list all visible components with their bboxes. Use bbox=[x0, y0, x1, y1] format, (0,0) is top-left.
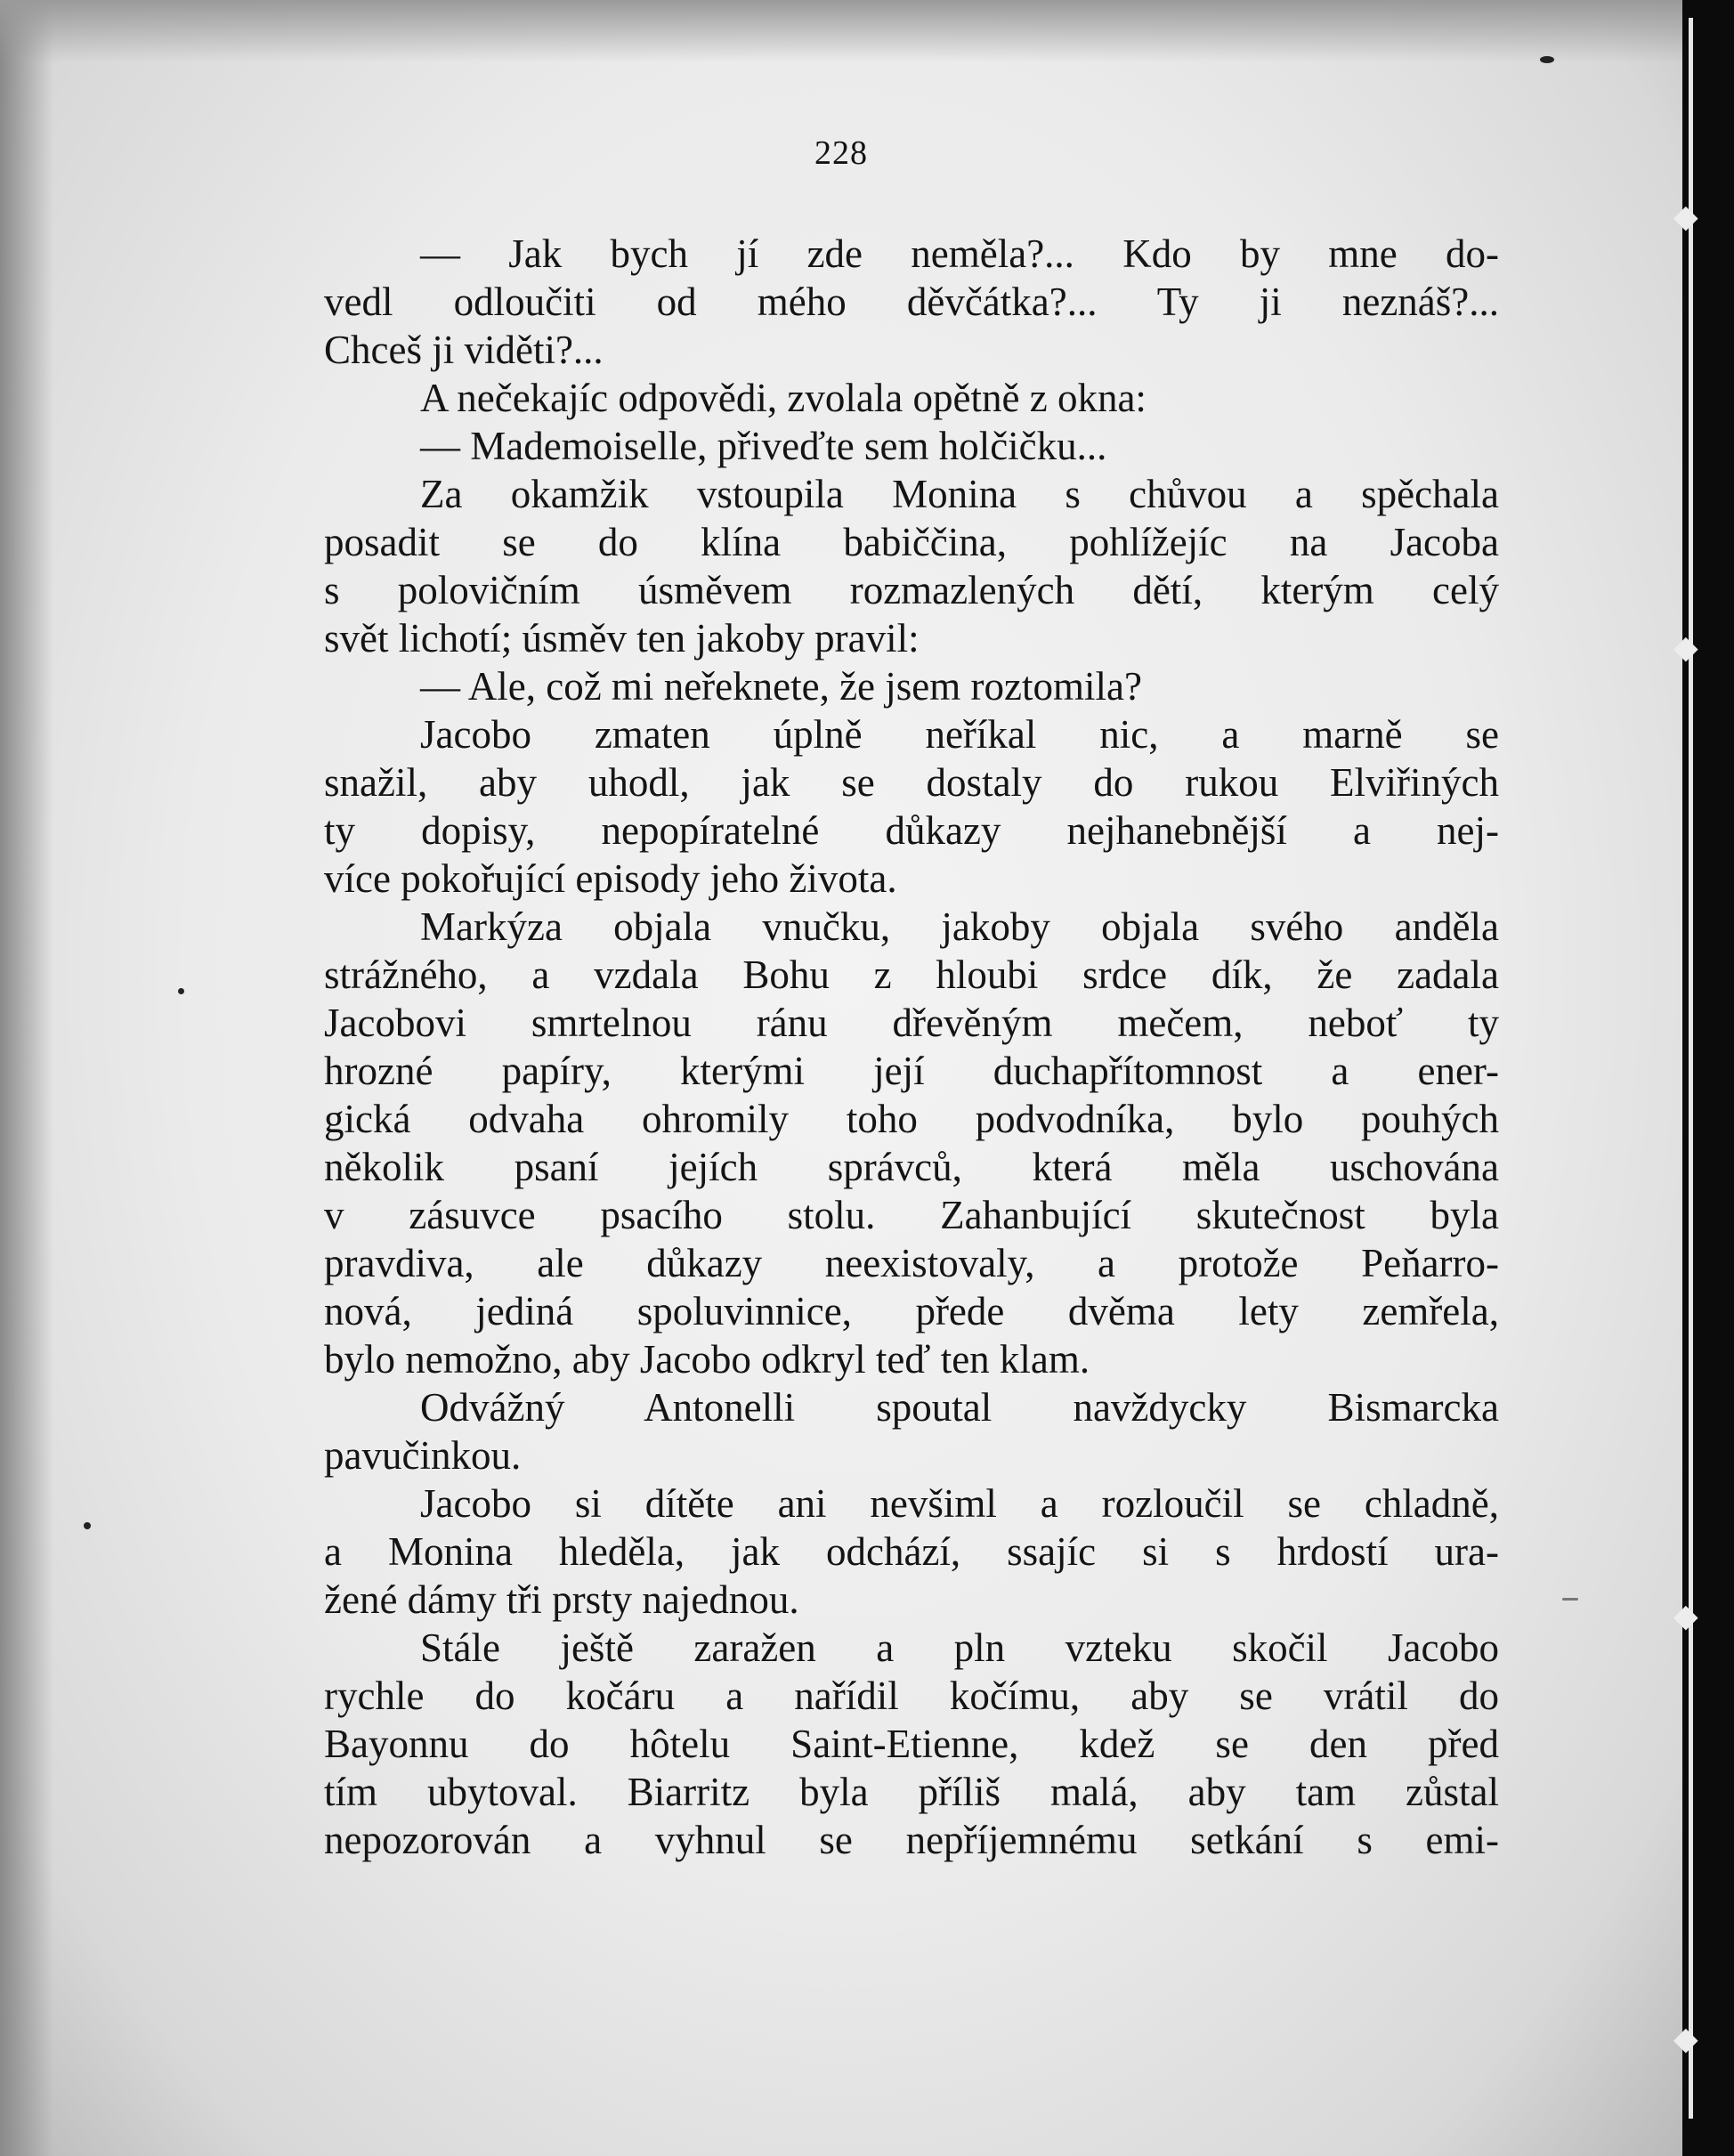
page-shadow-top bbox=[0, 0, 1682, 62]
text-line: posadit se do klína babiččina, pohlížejíc na Jacoba bbox=[324, 520, 1499, 564]
text-line: v zásuvce psacího stolu. Zahanbující skutečnost byla bbox=[324, 1193, 1499, 1237]
text-line: — Ale, což mi neřeknete, že jsem roztomila? bbox=[420, 664, 1142, 709]
dust-speck bbox=[178, 988, 184, 994]
text-line: ty dopisy, nepopíratelné důkazy nejhanebnější a nej- bbox=[324, 808, 1499, 853]
binding-rule bbox=[1689, 18, 1693, 2119]
text-line: Chceš ji viděti?... bbox=[324, 328, 604, 372]
text-line: strážného, a vzdala Bohu z hloubi srdce dík, že zadala bbox=[324, 952, 1499, 997]
dust-speck bbox=[84, 1522, 91, 1529]
dust-speck bbox=[1540, 56, 1554, 63]
text-line: Odvážný Antonelli spoutal navždycky Bismarcka bbox=[420, 1385, 1499, 1430]
text-line: více pokořující episody jeho života. bbox=[324, 856, 897, 901]
text-line: pavučinkou. bbox=[324, 1433, 522, 1478]
page-number: 228 bbox=[814, 134, 868, 172]
text-line: A nečekajíc odpovědi, zvolala opětně z okna: bbox=[420, 376, 1147, 420]
text-line: tím ubytoval. Biarritz byla příliš malá, aby tam zůstal bbox=[324, 1770, 1499, 1814]
text-line: — Jak bych jí zde neměla?... Kdo by mne do- bbox=[420, 231, 1499, 276]
text-line: s polovičním úsměvem rozmazlených dětí, kterým celý bbox=[324, 568, 1499, 612]
text-line: snažil, aby uhodl, jak se dostaly do rukou Elviřiných bbox=[324, 760, 1499, 805]
text-line: Bayonnu do hôtelu Saint-Etienne, kdež se den před bbox=[324, 1722, 1499, 1766]
arrow-marker-icon: ◆ bbox=[1673, 199, 1698, 234]
arrow-marker-icon: ◆ bbox=[1673, 2021, 1698, 2056]
text-line: Stále ještě zaražen a pln vzteku skočil Jacobo bbox=[420, 1625, 1499, 1670]
text-line: svět lichotí; úsměv ten jakoby pravil: bbox=[324, 616, 920, 661]
text-line: bylo nemožno, aby Jacobo odkryl teď ten klam. bbox=[324, 1337, 1090, 1382]
text-line: hrozné papíry, kterými její duchapřítomnost a ener- bbox=[324, 1049, 1499, 1093]
text-line: Jacobo si dítěte ani nevšiml a rozloučil se chladně, bbox=[420, 1481, 1499, 1526]
dust-speck bbox=[1562, 1598, 1578, 1601]
text-line: Markýza objala vnučku, jakoby objala svého anděla bbox=[420, 904, 1499, 949]
text-line: Jacobo zmaten úplně neříkal nic, a marně se bbox=[420, 712, 1499, 757]
text-line: — Mademoiselle, přiveďte sem holčičku... bbox=[420, 424, 1107, 468]
body-text bbox=[324, 230, 1499, 1864]
text-line: Jacobovi smrtelnou ránu dřevěným mečem, neboť ty bbox=[324, 1001, 1499, 1045]
text-line: nepozorován a vyhnul se nepříjemnému setkání s emi- bbox=[324, 1818, 1499, 1862]
text-line: a Monina hleděla, jak odchází, ssajíc si s hrdostí ura- bbox=[324, 1529, 1499, 1574]
text-line: gická odvaha ohromily toho podvodníka, bylo pouhých bbox=[324, 1097, 1499, 1141]
text-line: žené dámy tři prsty najednou. bbox=[324, 1577, 799, 1622]
arrow-marker-icon: ◆ bbox=[1673, 1598, 1698, 1633]
text-line: vedl odloučiti od mého děvčátka?... Ty ji neznáš?... bbox=[324, 280, 1499, 324]
arrow-marker-icon: ◆ bbox=[1673, 629, 1698, 665]
text-line: Za okamžik vstoupila Monina s chůvou a spěchala bbox=[420, 472, 1499, 516]
text-line: nová, jediná spoluvinnice, přede dvěma lety zemřela, bbox=[324, 1289, 1499, 1333]
text-line: rychle do kočáru a nařídil kočímu, aby se vrátil do bbox=[324, 1674, 1499, 1718]
text-line: několik psaní jejích správců, která měla uschována bbox=[324, 1145, 1499, 1189]
text-line: pravdiva, ale důkazy neexistovaly, a protože Peňarro- bbox=[324, 1241, 1499, 1285]
page-shadow-left bbox=[0, 0, 53, 2156]
